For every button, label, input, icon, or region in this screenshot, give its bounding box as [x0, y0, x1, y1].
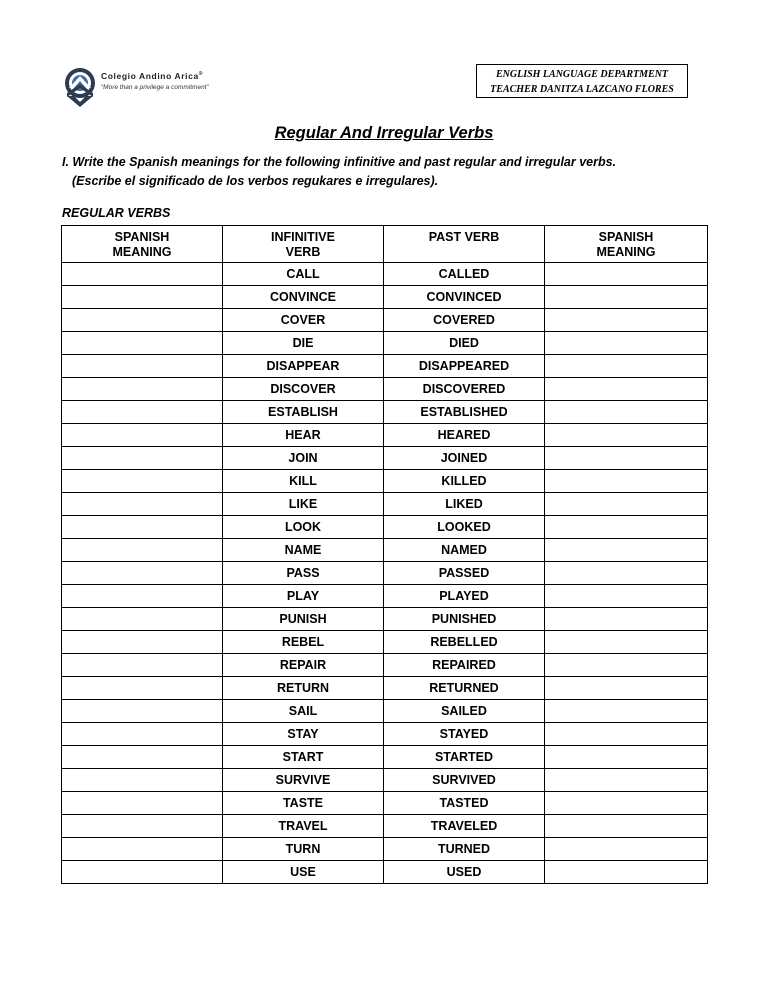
infinitive-cell: LOOK	[223, 516, 384, 539]
spanish-meaning-past-cell[interactable]	[545, 746, 708, 769]
spanish-meaning-cell[interactable]	[62, 332, 223, 355]
infinitive-cell: COVER	[223, 309, 384, 332]
past-verb-cell: CONVINCED	[384, 286, 545, 309]
spanish-meaning-cell[interactable]	[62, 608, 223, 631]
school-tagline: “More than a privilege a commitment”	[101, 84, 209, 91]
instruction-translation: (Escribe el significado de los verbos regukares e irregulares).	[72, 174, 439, 188]
infinitive-cell: SURVIVE	[223, 769, 384, 792]
spanish-meaning-past-cell[interactable]	[545, 792, 708, 815]
table-row	[62, 424, 708, 447]
spanish-meaning-past-cell[interactable]	[545, 838, 708, 861]
spanish-meaning-past-cell[interactable]	[545, 723, 708, 746]
table-row	[62, 562, 708, 585]
table-row	[62, 286, 708, 309]
spanish-meaning-past-cell[interactable]	[545, 263, 708, 286]
spanish-meaning-past-cell[interactable]	[545, 493, 708, 516]
past-verb-cell: REPAIRED	[384, 654, 545, 677]
past-verb-cell: COVERED	[384, 309, 545, 332]
past-verb-cell: RETURNED	[384, 677, 545, 700]
infinitive-cell: DIE	[223, 332, 384, 355]
infinitive-cell: SAIL	[223, 700, 384, 723]
column-header: PAST VERB	[384, 226, 545, 263]
spanish-meaning-past-cell[interactable]	[545, 677, 708, 700]
infinitive-cell: PASS	[223, 562, 384, 585]
table-row	[62, 792, 708, 815]
spanish-meaning-past-cell[interactable]	[545, 424, 708, 447]
spanish-meaning-cell[interactable]	[62, 424, 223, 447]
table-row	[62, 654, 708, 677]
spanish-meaning-cell[interactable]	[62, 700, 223, 723]
spanish-meaning-past-cell[interactable]	[545, 309, 708, 332]
table-header-row	[62, 226, 708, 263]
table-row	[62, 493, 708, 516]
table-row	[62, 539, 708, 562]
spanish-meaning-past-cell[interactable]	[545, 401, 708, 424]
page-title: Regular And Irregular Verbs	[274, 124, 494, 142]
spanish-meaning-past-cell[interactable]	[545, 332, 708, 355]
department-box	[476, 64, 688, 98]
spanish-meaning-cell[interactable]	[62, 401, 223, 424]
spanish-meaning-cell[interactable]	[62, 286, 223, 309]
past-verb-cell: DISCOVERED	[384, 378, 545, 401]
table-row	[62, 631, 708, 654]
spanish-meaning-cell[interactable]	[62, 309, 223, 332]
department-name: ENGLISH LANGUAGE DEPARTMENT	[495, 69, 669, 80]
spanish-meaning-cell[interactable]	[62, 447, 223, 470]
spanish-meaning-past-cell[interactable]	[545, 631, 708, 654]
school-logo	[63, 66, 263, 110]
spanish-meaning-cell[interactable]	[62, 838, 223, 861]
past-verb-cell: JOINED	[384, 447, 545, 470]
spanish-meaning-cell[interactable]	[62, 654, 223, 677]
instructions	[62, 153, 712, 191]
infinitive-cell: LIKE	[223, 493, 384, 516]
infinitive-cell: KILL	[223, 470, 384, 493]
spanish-meaning-cell[interactable]	[62, 493, 223, 516]
verbs-table	[61, 225, 708, 884]
spanish-meaning-past-cell[interactable]	[545, 815, 708, 838]
spanish-meaning-past-cell[interactable]	[545, 700, 708, 723]
infinitive-cell: JOIN	[223, 447, 384, 470]
column-header: SPANISH MEANING	[62, 226, 223, 263]
past-verb-cell: NAMED	[384, 539, 545, 562]
spanish-meaning-past-cell[interactable]	[545, 608, 708, 631]
spanish-meaning-cell[interactable]	[62, 769, 223, 792]
past-verb-cell: KILLED	[384, 470, 545, 493]
table-row	[62, 516, 708, 539]
infinitive-cell: TURN	[223, 838, 384, 861]
infinitive-cell: REBEL	[223, 631, 384, 654]
infinitive-cell: CONVINCE	[223, 286, 384, 309]
spanish-meaning-cell[interactable]	[62, 861, 223, 884]
instruction-line: I. Write the Spanish meanings for the following infinitive and past regular and irregular verbs.	[62, 155, 617, 169]
spanish-meaning-cell[interactable]	[62, 378, 223, 401]
spanish-meaning-cell[interactable]	[62, 516, 223, 539]
infinitive-cell: RETURN	[223, 677, 384, 700]
infinitive-cell: START	[223, 746, 384, 769]
table-row	[62, 677, 708, 700]
past-verb-cell: DISAPPEARED	[384, 355, 545, 378]
spanish-meaning-past-cell[interactable]	[545, 654, 708, 677]
table-row	[62, 838, 708, 861]
table-row	[62, 309, 708, 332]
spanish-meaning-past-cell[interactable]	[545, 516, 708, 539]
spanish-meaning-cell[interactable]	[62, 539, 223, 562]
spanish-meaning-past-cell[interactable]	[545, 861, 708, 884]
spanish-meaning-past-cell[interactable]	[545, 447, 708, 470]
infinitive-cell: DISCOVER	[223, 378, 384, 401]
past-verb-cell: TASTED	[384, 792, 545, 815]
past-verb-cell: PASSED	[384, 562, 545, 585]
infinitive-cell: USE	[223, 861, 384, 884]
infinitive-cell: PUNISH	[223, 608, 384, 631]
spanish-meaning-cell[interactable]	[62, 815, 223, 838]
infinitive-cell: HEAR	[223, 424, 384, 447]
table-row	[62, 723, 708, 746]
past-verb-cell: REBELLED	[384, 631, 545, 654]
spanish-meaning-past-cell[interactable]	[545, 378, 708, 401]
spanish-meaning-cell[interactable]	[62, 470, 223, 493]
table-row	[62, 447, 708, 470]
school-name: Colegio Andino Arica®	[101, 71, 204, 81]
table-row	[62, 585, 708, 608]
spanish-meaning-past-cell[interactable]	[545, 562, 708, 585]
past-verb-cell: PUNISHED	[384, 608, 545, 631]
column-header: INFINITIVE VERB	[223, 226, 384, 263]
table-row	[62, 378, 708, 401]
past-verb-cell: DIED	[384, 332, 545, 355]
table-row	[62, 355, 708, 378]
infinitive-cell: ESTABLISH	[223, 401, 384, 424]
infinitive-cell: STAY	[223, 723, 384, 746]
spanish-meaning-past-cell[interactable]	[545, 286, 708, 309]
spanish-meaning-past-cell[interactable]	[545, 355, 708, 378]
past-verb-cell: SURVIVED	[384, 769, 545, 792]
infinitive-cell: TASTE	[223, 792, 384, 815]
infinitive-cell: NAME	[223, 539, 384, 562]
school-emblem-icon	[63, 66, 97, 108]
past-verb-cell: CALLED	[384, 263, 545, 286]
spanish-meaning-cell[interactable]	[62, 677, 223, 700]
infinitive-cell: CALL	[223, 263, 384, 286]
past-verb-cell: PLAYED	[384, 585, 545, 608]
spanish-meaning-cell[interactable]	[62, 792, 223, 815]
table-row	[62, 332, 708, 355]
table-row	[62, 608, 708, 631]
past-verb-cell: LOOKED	[384, 516, 545, 539]
past-verb-cell: HEARED	[384, 424, 545, 447]
table-row	[62, 263, 708, 286]
spanish-meaning-cell[interactable]	[62, 723, 223, 746]
past-verb-cell: SAILED	[384, 700, 545, 723]
section-title: REGULAR VERBS	[62, 206, 171, 220]
spanish-meaning-cell[interactable]	[62, 746, 223, 769]
spanish-meaning-past-cell[interactable]	[545, 769, 708, 792]
infinitive-cell: TRAVEL	[223, 815, 384, 838]
table-row	[62, 470, 708, 493]
table-row	[62, 746, 708, 769]
table-row	[62, 401, 708, 424]
table-row	[62, 861, 708, 884]
infinitive-cell: PLAY	[223, 585, 384, 608]
past-verb-cell: USED	[384, 861, 545, 884]
past-verb-cell: STAYED	[384, 723, 545, 746]
spanish-meaning-past-cell[interactable]	[545, 585, 708, 608]
spanish-meaning-past-cell[interactable]	[545, 539, 708, 562]
past-verb-cell: TURNED	[384, 838, 545, 861]
spanish-meaning-cell[interactable]	[62, 631, 223, 654]
spanish-meaning-cell[interactable]	[62, 585, 223, 608]
infinitive-cell: DISAPPEAR	[223, 355, 384, 378]
table-row	[62, 769, 708, 792]
past-verb-cell: ESTABLISHED	[384, 401, 545, 424]
spanish-meaning-cell[interactable]	[62, 355, 223, 378]
infinitive-cell: REPAIR	[223, 654, 384, 677]
teacher-name: TEACHER DANITZA LAZCANO FLORES	[490, 84, 674, 95]
spanish-meaning-past-cell[interactable]	[545, 470, 708, 493]
table-row	[62, 815, 708, 838]
spanish-meaning-cell[interactable]	[62, 263, 223, 286]
column-header: SPANISH MEANING	[545, 226, 708, 263]
spanish-meaning-cell[interactable]	[62, 562, 223, 585]
past-verb-cell: LIKED	[384, 493, 545, 516]
table-row	[62, 700, 708, 723]
past-verb-cell: TRAVELED	[384, 815, 545, 838]
past-verb-cell: STARTED	[384, 746, 545, 769]
